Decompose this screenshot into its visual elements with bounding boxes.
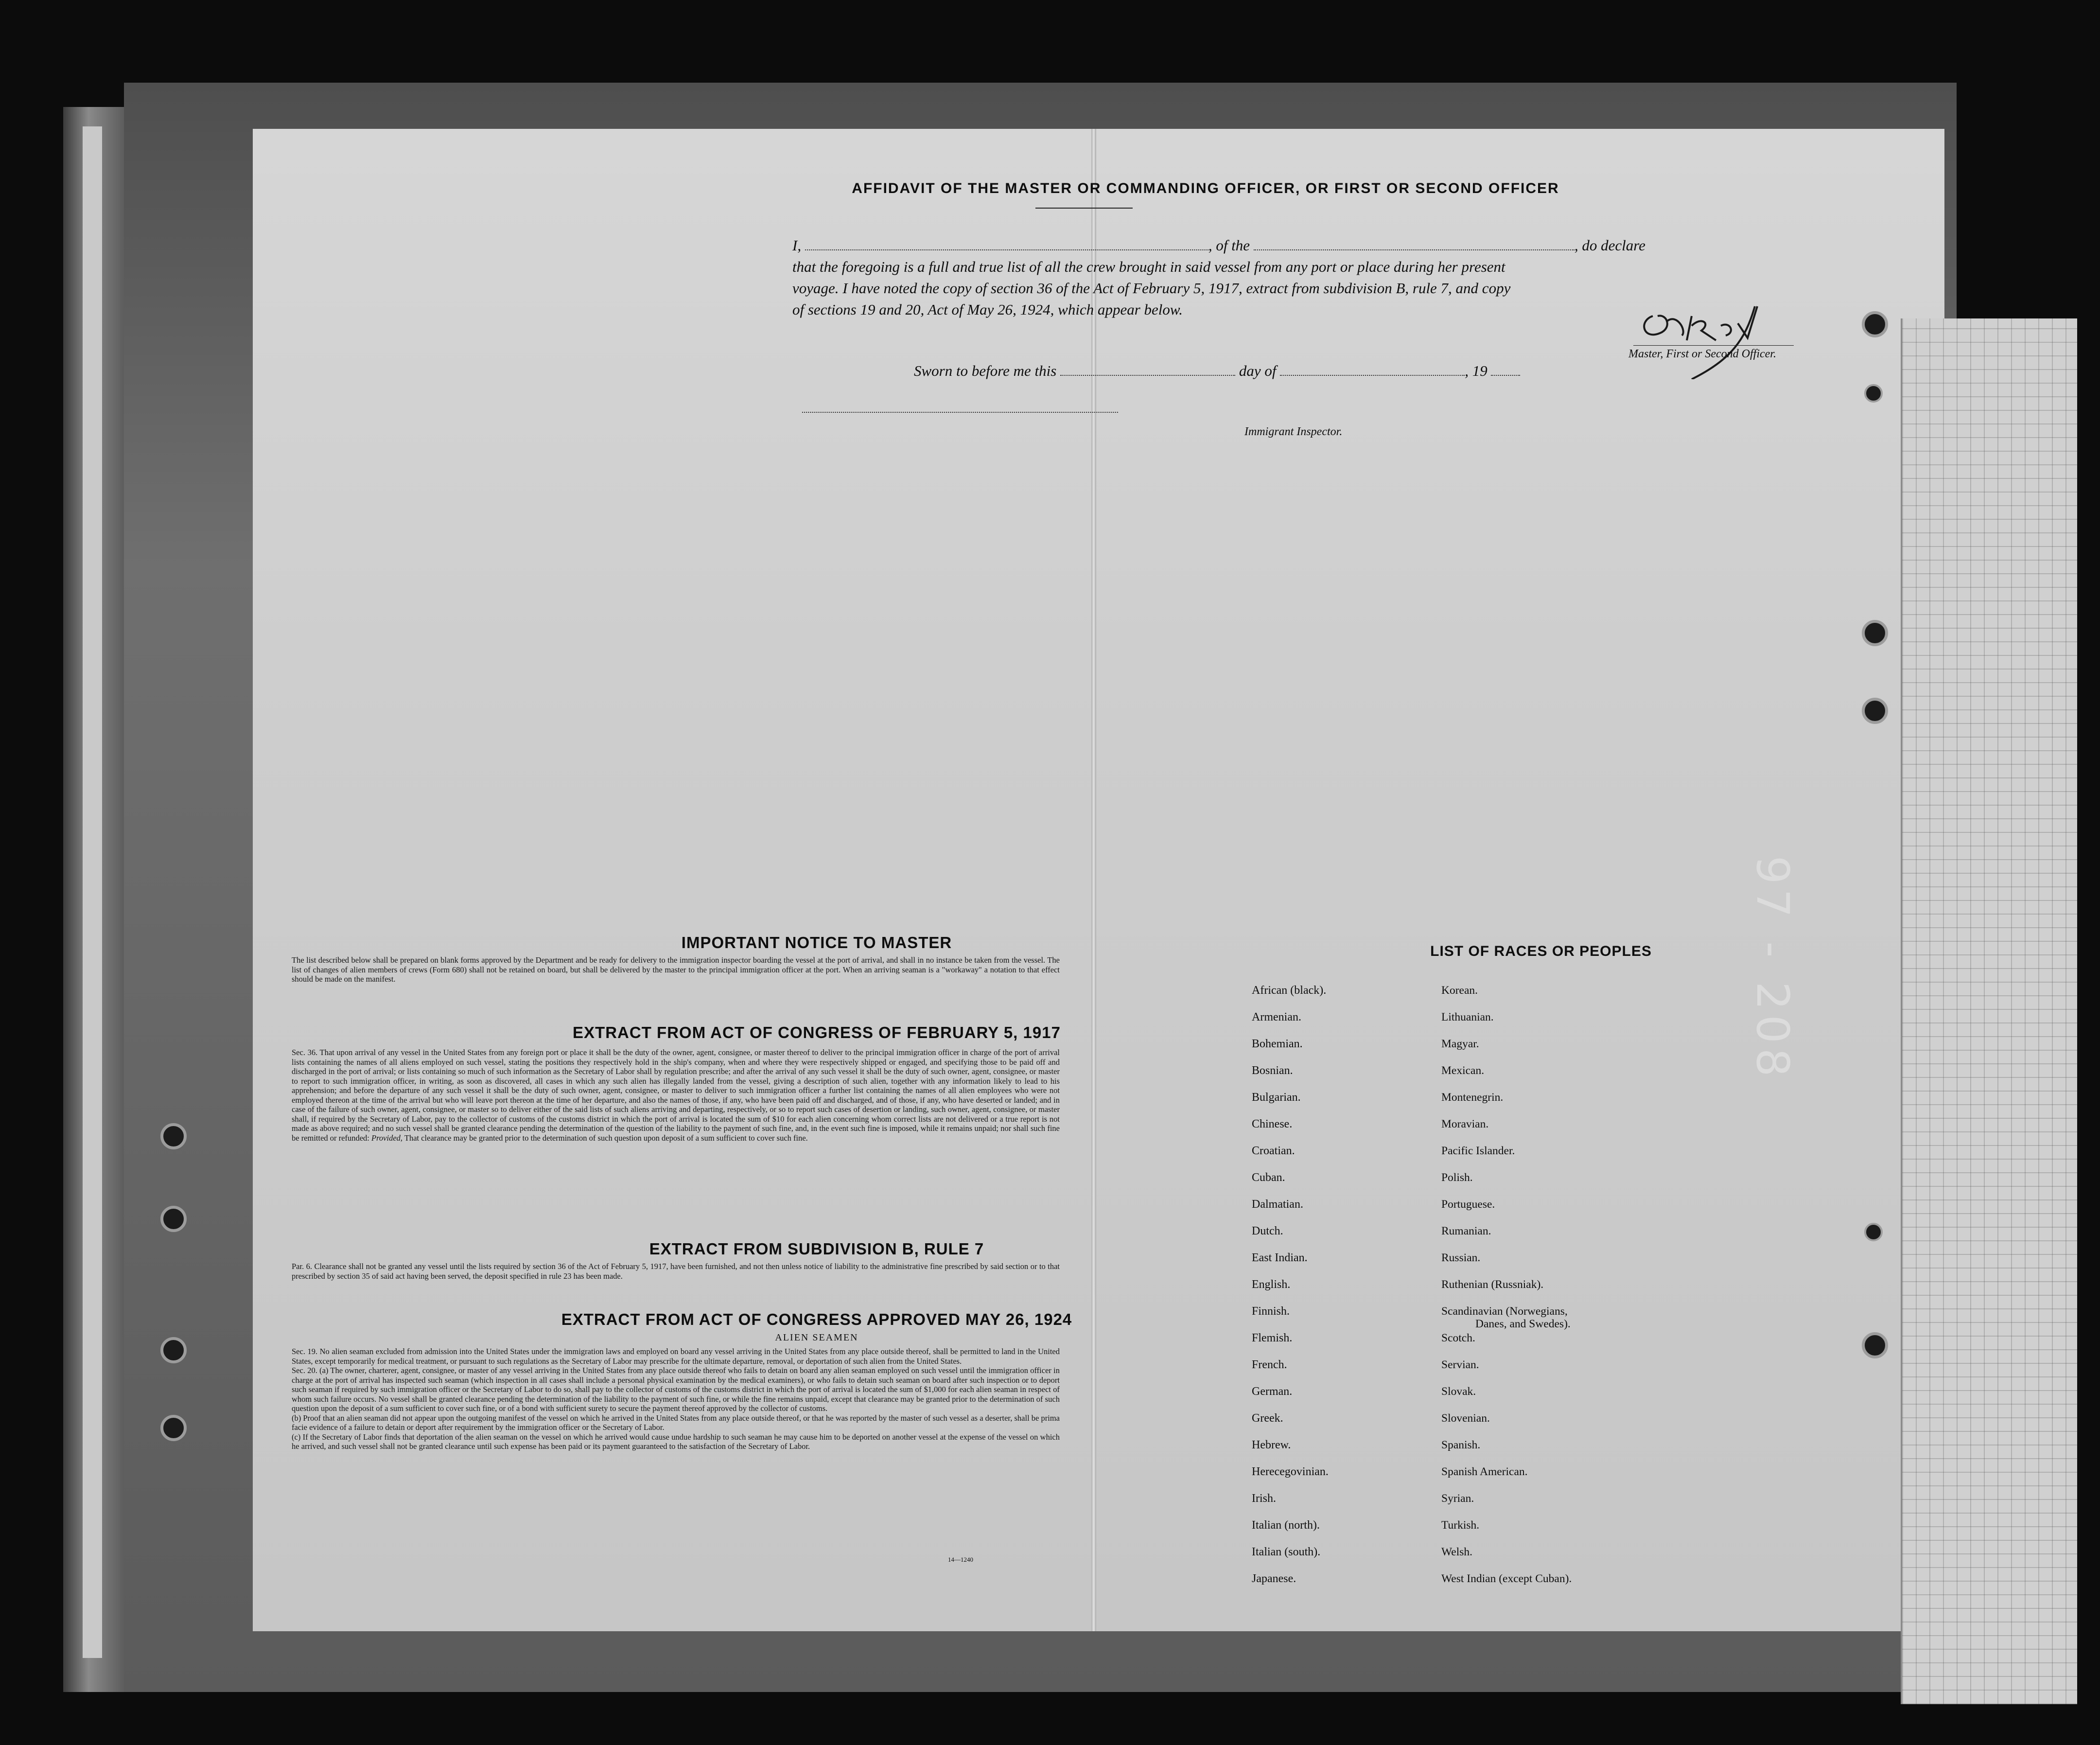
sec-20c: (c) If the Secretary of Labor finds that deportation of the alien seaman on the vessel on which he arrived would cause undue hardship to such seaman he may cause him to be deported on another vessel at the expense of the vessel on which he arrived, and such vessel shall not be granted clearance until such expense has been paid or its payment guaranteed to the satisfaction of the Secretary of Labor. xyxy=(292,1432,1060,1451)
race-item: Chinese. xyxy=(1252,1118,1293,1130)
race-item: Irish. xyxy=(1252,1492,1276,1505)
race-item: Herecegovinian. xyxy=(1252,1465,1329,1478)
race-item: Dutch. xyxy=(1252,1225,1283,1237)
race-item: Greek. xyxy=(1252,1412,1283,1425)
extract-1917-text-b: That clearance may be granted prior to the determination of such question upon deposit of a sum sufficient to cover such fine. xyxy=(404,1133,808,1143)
affidavit-line-2: that the foregoing is a full and true list of all the crew brought in said vessel from any port or place during her present xyxy=(792,258,1505,275)
extract-1917-proviso: Provided, xyxy=(371,1133,403,1143)
punch-hole xyxy=(160,1415,187,1441)
race-item-scandinavian xyxy=(1441,1304,1572,1331)
race-item: Japanese. xyxy=(1252,1572,1296,1585)
race-item: Cuban. xyxy=(1252,1171,1285,1184)
race-item: Italian (south). xyxy=(1252,1546,1321,1558)
sworn-year-blank[interactable] xyxy=(1491,363,1520,376)
races-right-column xyxy=(1441,984,1572,1599)
punch-hole xyxy=(1862,311,1888,337)
race-item: African (black). xyxy=(1252,984,1327,997)
affidavit-declare: , do declare xyxy=(1574,237,1645,254)
affidavit-line-3: voyage. I have noted the copy of section 36 of the Act of February 5, 1917, extract from subdivision B, rule 7, and copy xyxy=(792,280,1511,297)
race-item: Polish. xyxy=(1441,1171,1473,1184)
sworn-prefix: Sworn to before me this xyxy=(914,362,1057,379)
race-item: Armenian. xyxy=(1252,1011,1301,1023)
binder-strip xyxy=(83,126,102,1658)
binder-frame xyxy=(63,107,126,1692)
race-item: West Indian (except Cuban). xyxy=(1441,1572,1572,1585)
race-item: Italian (north). xyxy=(1252,1519,1320,1532)
race-item: Finnish. xyxy=(1252,1305,1290,1318)
extract-1917-text: Sec. 36. That upon arrival of any vessel in the United States from any foreign port or place it shall be the duty of the owner, agent, consignee, or master thereof to deliver to the principal immigration officer in charge of the port of arrival lists containing the names of all aliens employed on such vessel, stating the positions they respectively hold in the ship's company, when and where they were respectively shipped or engaged, and specifying those to be paid off and discharged in the port of arrival; or lists containing so much of such information as the Secretary of Labor shall by regulation prescribe; and after the arrival of any such vessel it shall be the duty of such owner, agent, consignee, or master to report to such immigration officer, in writing, as soon as discovered, all cases in which any such alien has illegally landed from the vessel, giving a description of such alien, together with any information likely to lead to his apprehension; and before the departure of any such vessel it shall be the duty of such owner, agent, consignee, or master to deliver to such immigration officer a further list containing the names of all alien employees who were not employed thereon at the time of the arrival but who will leave port thereon at the time of her departure, and also the names of those, if any, who have been paid off and discharged, and of those, if any, who have deserted or landed; and in case of the failure of such owner, agent, consignee, or master so to deliver either of the said lists of such aliens arriving and departing, respectively, or so to report such cases of desertion or landing, such owner, agent, consignee, or master shall, if required by the Secretary of Labor, pay to the collector of customs of the customs district in which the port of arrival is located the sum of $10 for each alien concerning whom correct lists are not delivered or a true report is not made as above required; and no such vessel shall be granted clearance pending the determination of the question of the liability to the payment of such fine, and, in the event such fine is imposed, while it remains unpaid; nor shall such fine be remitted or refunded: xyxy=(292,1048,1060,1143)
signature-rule xyxy=(1633,345,1794,346)
sworn-date-blank[interactable] xyxy=(1060,363,1235,376)
race-item: Moravian. xyxy=(1441,1118,1489,1130)
extract-1924-title: EXTRACT FROM ACT OF CONGRESS APPROVED MAY 26, 1924 xyxy=(561,1310,1072,1328)
punch-hole xyxy=(160,1206,187,1232)
signature-label: Master, First or Second Officer. xyxy=(1628,348,1776,360)
race-item: Russian. xyxy=(1441,1251,1481,1264)
vessel-blank[interactable] xyxy=(1254,238,1575,250)
race-item: Croatian. xyxy=(1252,1145,1295,1157)
sec-19: Sec. 19. No alien seaman excluded from admission into the United States under the immigration laws and employed on board any vessel arriving in the United States from any place outside thereof, shall be permitted to land in the United States, except temporarily for medical treatment, or pursuant to such regulations as the Secretary of Labor may prescribe for the ultimate departure, removal, or deportation of such alien from the United States. xyxy=(292,1347,1060,1366)
grid-margin xyxy=(1901,318,2077,1704)
race-item: Scotch. xyxy=(1441,1332,1475,1344)
punch-hole xyxy=(1864,1223,1883,1241)
title-rule xyxy=(1035,208,1133,209)
race-item: Magyar. xyxy=(1441,1038,1479,1050)
race-item: French. xyxy=(1252,1358,1287,1371)
extract-1917-body xyxy=(292,1048,1060,1143)
name-blank[interactable] xyxy=(805,238,1208,250)
punch-hole xyxy=(160,1337,187,1363)
race-item: Turkish. xyxy=(1441,1519,1480,1532)
races-left-column xyxy=(1252,984,1329,1599)
race-item: Flemish. xyxy=(1252,1332,1293,1344)
sworn-year: , 19 xyxy=(1465,362,1488,379)
race-item: Mexican. xyxy=(1441,1064,1485,1077)
margin-handwritten-number: 97 - 208 xyxy=(1747,856,1799,1082)
race-item: Pacific Islander. xyxy=(1441,1145,1515,1157)
punch-hole xyxy=(1862,1332,1888,1358)
race-item: Korean. xyxy=(1441,984,1478,997)
extract-1917-title: EXTRACT FROM ACT OF CONGRESS OF FEBRUARY 5, 1917 xyxy=(573,1023,1061,1041)
race-item: Bulgarian. xyxy=(1252,1091,1301,1104)
race-item: Portuguese. xyxy=(1441,1198,1495,1211)
affidavit-line-4: of sections 19 and 20, Act of May 26, 1924, which appear below. xyxy=(792,301,1183,318)
sworn-line xyxy=(914,362,1520,380)
race-item: Bohemian. xyxy=(1252,1038,1303,1050)
extract-rule7-body: Par. 6. Clearance shall not be granted any vessel until the lists required by section 36 of the Act of February 5, 1917, have been furnished, and not then unless notice of liability to the administrative fine prescribed by said section or to that prescribed by section 35 of said act having been served, the deposit specified in rule 23 has been made. xyxy=(292,1262,1060,1281)
race-item: Bosnian. xyxy=(1252,1064,1293,1077)
inspector-blank[interactable] xyxy=(802,411,1118,413)
punch-hole xyxy=(1862,620,1888,646)
form-number: 14—1240 xyxy=(948,1556,973,1563)
form-sheet xyxy=(253,129,1944,1631)
race-item: Syrian. xyxy=(1441,1492,1474,1505)
inspector-label: Immigrant Inspector. xyxy=(1244,425,1343,438)
sec-20b: (b) Proof that an alien seaman did not appear upon the outgoing manifest of the vessel on which he arrived in the United States from any place outside thereof, or that he was reported by the master of such vessel as a deserter, shall be prima facie evidence of a failure to detain or deport after requirement by the immigration officer or the Secretary of Labor. xyxy=(292,1413,1060,1432)
race-item: Welsh. xyxy=(1441,1546,1473,1558)
race-item: Ruthenian (Russniak). xyxy=(1441,1278,1544,1291)
race-item: Dalmatian. xyxy=(1252,1198,1303,1211)
race-item: Rumanian. xyxy=(1441,1225,1491,1237)
punch-hole xyxy=(1864,384,1883,403)
race-item: Servian. xyxy=(1441,1358,1479,1371)
race-item: Spanish. xyxy=(1441,1439,1481,1451)
race-item: Montenegrin. xyxy=(1441,1091,1504,1104)
race-item: English. xyxy=(1252,1278,1291,1291)
center-fold xyxy=(1091,129,1096,1631)
race-item: German. xyxy=(1252,1385,1293,1398)
officer-signature xyxy=(1633,287,1808,379)
notice-body: The list described below shall be prepared on blank forms approved by the Department and be ready for delivery to the immigration inspector boarding the vessel at the port of arrival, and shall in no instance be taken from the vessel. The list of changes of alien members of crews (Form 680) shall not be retained on board, but shall be delivered by the master to the principal immigration officer at the port. When an arriving seaman is a "workaway" a notation to that effect should be made on the manifest. xyxy=(292,955,1060,984)
race-item: Lithuanian. xyxy=(1441,1011,1494,1023)
punch-hole xyxy=(160,1123,187,1149)
race-item: Hebrew. xyxy=(1252,1439,1291,1451)
race-item: Slovenian. xyxy=(1441,1412,1490,1425)
sworn-month-blank[interactable] xyxy=(1280,363,1465,376)
sworn-day-of: day of xyxy=(1239,362,1277,379)
race-scandinavian-line2: Danes, and Swedes). xyxy=(1475,1318,1571,1330)
affidavit-title: AFFIDAVIT OF THE MASTER OR COMMANDING OFFICER, OR FIRST OR SECOND OFFICER xyxy=(852,180,1559,196)
punch-hole xyxy=(1862,698,1888,724)
race-item: East Indian. xyxy=(1252,1251,1308,1264)
race-scandinavian-line1: Scandinavian (Norwegians, xyxy=(1441,1305,1568,1318)
alien-seamen-subtitle: ALIEN SEAMEN xyxy=(775,1332,858,1343)
extract-rule7-title: EXTRACT FROM SUBDIVISION B, RULE 7 xyxy=(649,1240,984,1258)
races-title: LIST OF RACES OR PEOPLES xyxy=(1430,943,1652,959)
affidavit-i: I, xyxy=(792,237,802,254)
race-item: Spanish American. xyxy=(1441,1465,1528,1478)
extract-1924-body xyxy=(292,1347,1060,1451)
sec-20a: Sec. 20. (a) The owner, charterer, agent, consignee, or master of any vessel arriving in the United States from any place outside thereof who fails to detain on board any alien seaman employed on such vessel until the immigration officer in charge at the port of arrival has inspected such seaman (which inspection in all cases shall include a personal physical examination by the medical examiners), or who fails to detain such seaman on board after such inspection or to deport such seaman if required by such immigration officer or the Secretary of Labor to do so, shall pay to the collector of customs of the customs district in which the port of arrival is located the sum of $1,000 for each alien seaman in respect of whom such failure occurs. No vessel shall be granted clearance pending the determination of the liability to the payment of such fine, or while the fine remains unpaid, except that clearance may be granted prior to the determination of such question upon the deposit of a sum sufficient to cover such fine, or of a bond with sufficient surety to secure the payment thereof approved by the collector of customs. xyxy=(292,1366,1060,1413)
race-item: Slovak. xyxy=(1441,1385,1476,1398)
notice-title: IMPORTANT NOTICE TO MASTER xyxy=(681,934,952,952)
affidavit-of-the: , of the xyxy=(1208,237,1250,254)
